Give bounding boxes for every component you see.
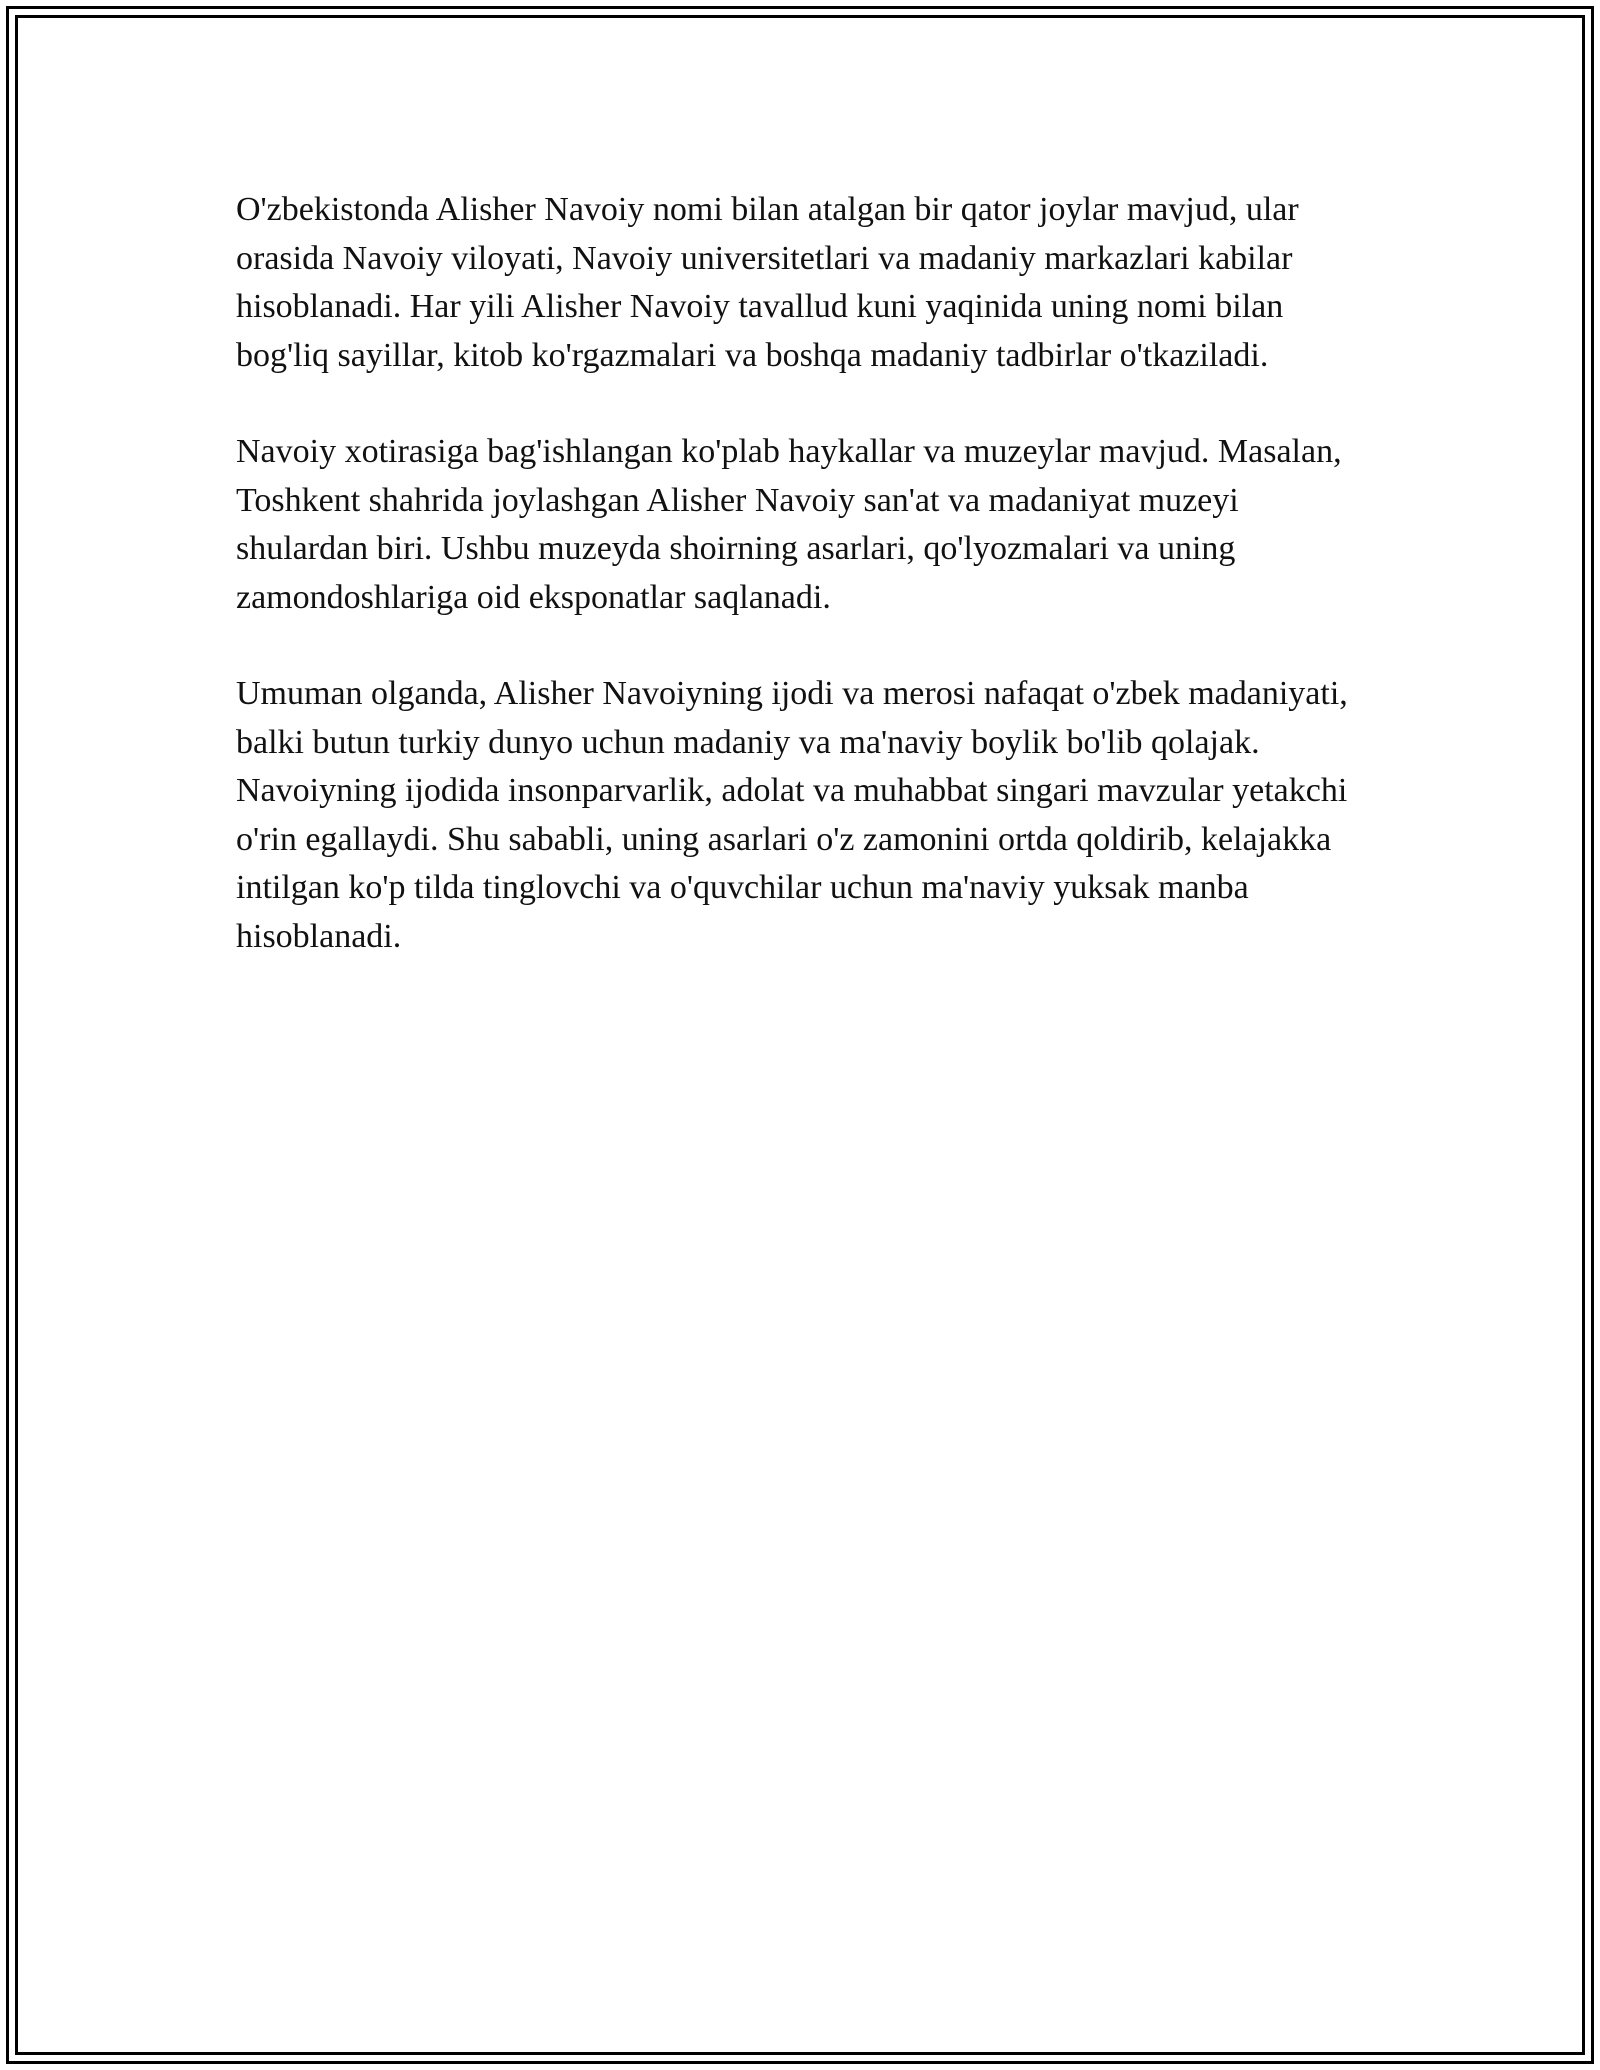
paragraph-3: Umuman olganda, Alisher Navoiyning ijodi va merosi nafaqat o'zbek madaniyati, balki butun turkiy dunyo uchun madaniy va ma'naviy boylik bo'lib qolajak. Navoiyning ijodida insonparvarlik, adolat va muhabbat singari mavzular yetakchi o'rin egallaydi. Shu sababli, uning asarlari o'z zamonini ortda qoldirib, kelajakka intilgan ko'p tilda tinglovchi va o'quvchilar uchun ma'naviy yuksak manba hisoblanadi. [236, 675, 1348, 955]
document-body [236, 186, 1376, 1009]
paragraph-2: Navoiy xotirasiga bag'ishlangan ko'plab haykallar va muzeylar mavjud. Masalan, Toshkent shahrida joylashgan Alisher Navoiy san'at va madaniyat muzeyi shulardan biri. Ushbu muzeyda shoirning asarlari, qo'lyozmalari va uning zamondoshlariga oid eksponatlar saqlanadi. [236, 433, 1342, 616]
paragraph-1: O'zbekistonda Alisher Navoiy nomi bilan atalgan bir qator joylar mavjud, ular orasida Navoiy viloyati, Navoiy universitetlari va madaniy markazlari kabilar hisoblanadi. Har yili Alisher Navoiy tavallud kuni yaqinida uning nomi bilan bog'liq sayillar, kitob ko'rgazmalari va boshqa madaniy tadbirlar o'tkaziladi. [236, 191, 1299, 374]
